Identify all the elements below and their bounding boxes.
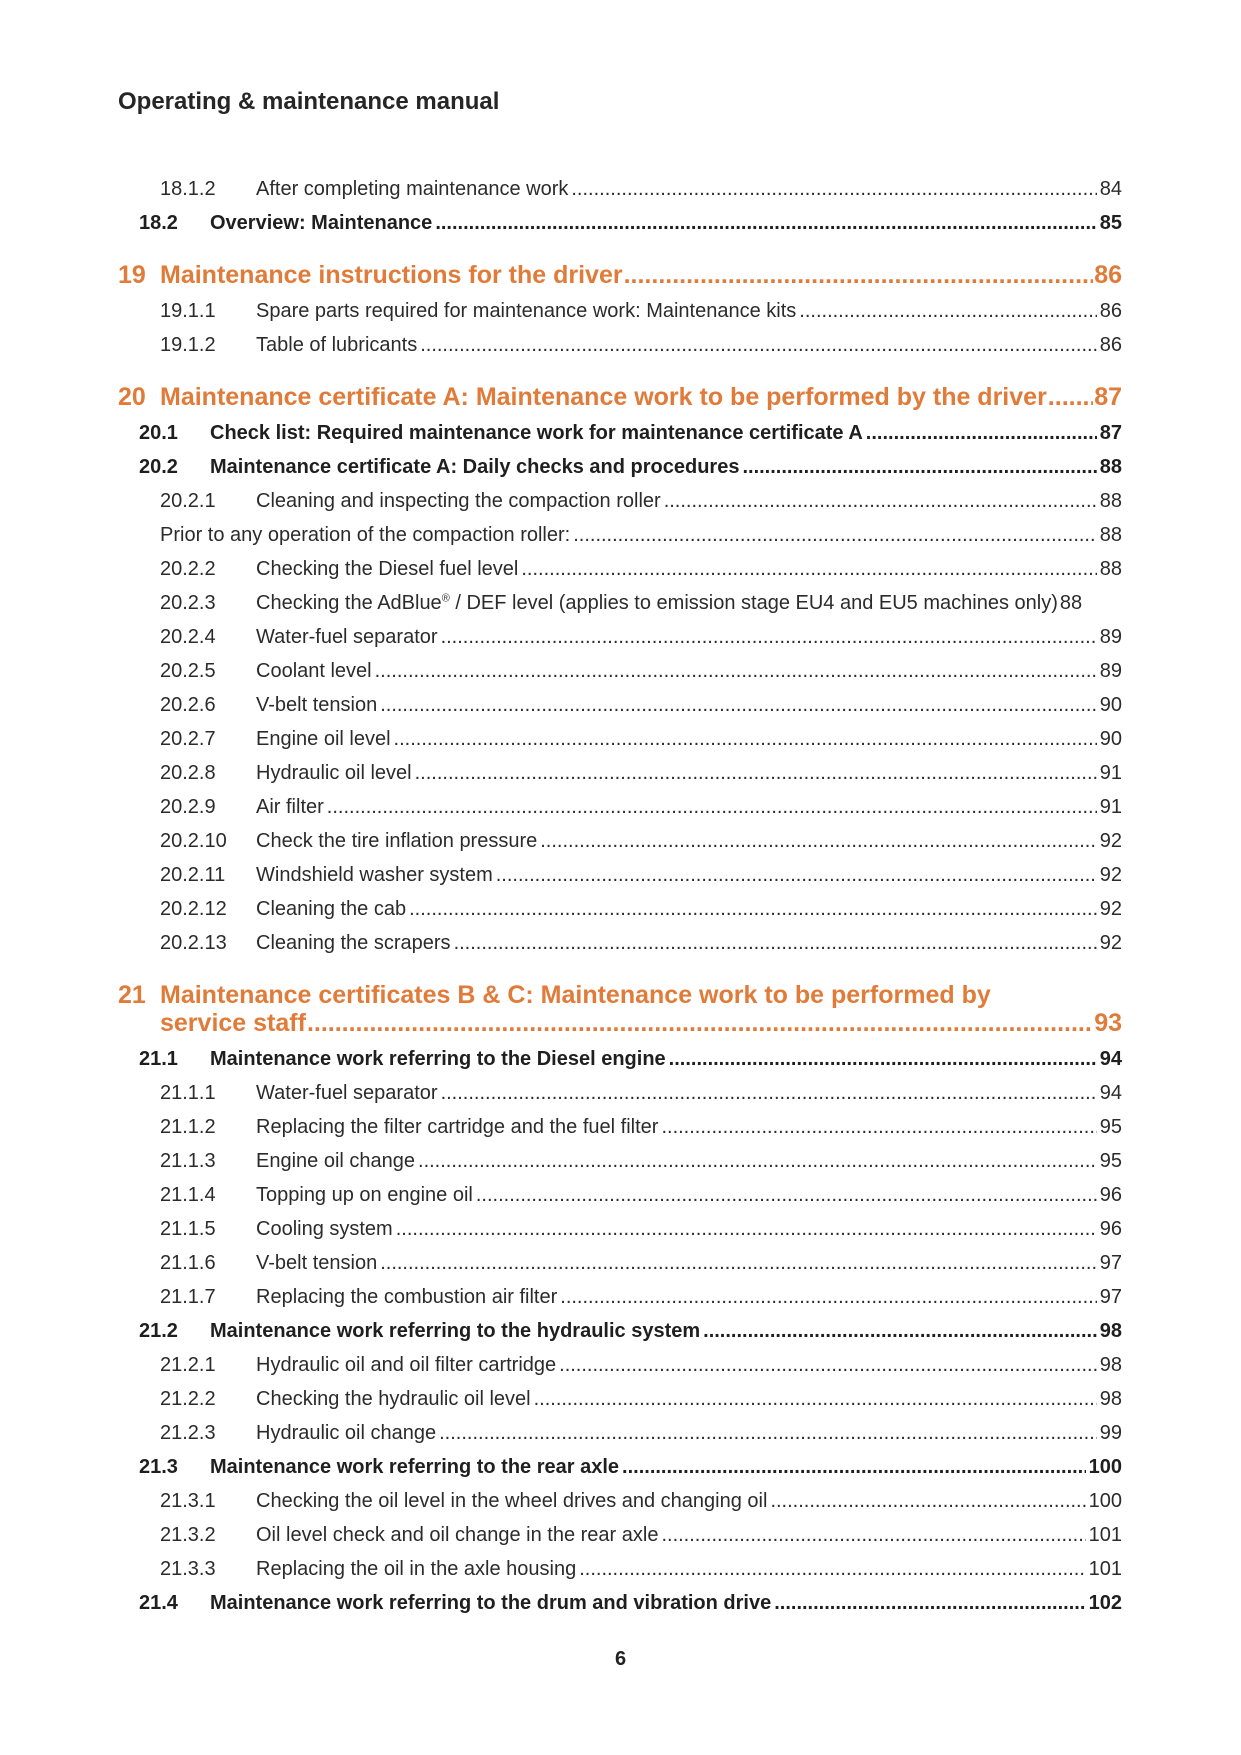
toc-entry-page: 94 — [1099, 1048, 1122, 1070]
toc-entry-page: 88 — [1099, 524, 1122, 546]
toc-entry-page: 88 — [1099, 456, 1122, 478]
toc-leader-dots — [540, 830, 1097, 853]
toc-entry-title: Checking the Diesel fuel level — [256, 558, 519, 580]
toc-chapter-page: 86 — [1094, 261, 1122, 289]
toc-entry-20-2-5[interactable] — [160, 660, 1122, 683]
toc-entry-page: 91 — [1099, 762, 1122, 784]
toc-entry-page: 94 — [1099, 1082, 1122, 1104]
toc-entry-20-2-8[interactable] — [160, 762, 1122, 785]
toc-entry-title: Engine oil change — [256, 1150, 416, 1172]
toc-leader-dots — [441, 1082, 1097, 1105]
toc-entry-number: 20.2.1 — [160, 490, 216, 512]
toc-entry-number: 20.1 — [139, 422, 178, 444]
toc-entry-page: 95 — [1099, 1116, 1122, 1138]
toc-entry-21-1-5[interactable] — [160, 1218, 1122, 1241]
toc-entry-20-2[interactable] — [139, 456, 1122, 479]
toc-leader-dots — [742, 456, 1096, 479]
toc-leader-dots — [703, 1320, 1097, 1343]
toc-entry-number: 20.2.12 — [160, 898, 227, 920]
toc-entry-21-3-1[interactable] — [160, 1490, 1122, 1513]
toc-entry-number: 20.2.3 — [160, 592, 216, 614]
toc-entry-21-1-3[interactable] — [160, 1150, 1122, 1173]
toc-leader-dots — [573, 524, 1097, 547]
toc-entry-20-2-2[interactable] — [160, 558, 1122, 581]
toc-chapter-number: 19 — [118, 261, 146, 289]
toc-entry-number: 20.2.5 — [160, 660, 216, 682]
toc-leader-dots — [770, 1490, 1085, 1513]
toc-entry-title: Windshield washer system — [256, 864, 493, 886]
toc-leader-dots — [435, 212, 1096, 235]
toc-entry-page: 89 — [1099, 660, 1122, 682]
toc-entry-number: 21.1.6 — [160, 1252, 216, 1274]
toc-chapter-20[interactable] — [118, 383, 1122, 412]
toc-leader-dots — [307, 1009, 1093, 1038]
toc-entry-page: 100 — [1088, 1490, 1122, 1512]
toc-entry-number: 20.2.4 — [160, 626, 216, 648]
toc-entry-number: 21.1 — [139, 1048, 178, 1070]
toc-leader-dots — [380, 1252, 1097, 1275]
toc-entry-page: 100 — [1088, 1456, 1122, 1478]
toc-leader-dots — [669, 1048, 1097, 1071]
toc-entry-title: Maintenance work referring to the hydraulic system — [210, 1320, 701, 1342]
toc-leader-dots — [418, 1150, 1097, 1173]
toc-leader-dots — [559, 1354, 1097, 1377]
toc-entry-21-1-7[interactable] — [160, 1286, 1122, 1309]
toc-entry-title: Cleaning and inspecting the compaction roller — [256, 490, 661, 512]
toc-entry-title: Topping up on engine oil — [256, 1184, 473, 1206]
toc-entry-18-1-2[interactable] — [160, 178, 1122, 201]
toc-entry-page: 85 — [1099, 212, 1122, 234]
toc-entry-page: 88 — [1059, 592, 1083, 614]
toc-entry-20-2-7[interactable] — [160, 728, 1122, 751]
toc-chapter-title-continued: service staff — [160, 1009, 306, 1037]
toc-leader-dots — [774, 1592, 1085, 1615]
toc-leader-dots — [866, 422, 1097, 445]
page-header: Operating & maintenance manual — [118, 88, 500, 115]
toc-leader-dots — [409, 898, 1097, 921]
toc-entry-21-3[interactable] — [139, 1456, 1122, 1479]
toc-entry-21-1-1[interactable] — [160, 1082, 1122, 1105]
toc-entry-number: 18.1.2 — [160, 178, 216, 200]
toc-entry-title: Engine oil level — [256, 728, 391, 750]
toc-entry-number: 20.2.7 — [160, 728, 216, 750]
toc-entry-20-2-11[interactable] — [160, 864, 1122, 887]
toc-leader-dots — [476, 1184, 1097, 1207]
toc-leader-dots — [380, 694, 1097, 717]
toc-entry-title: Check the tire inflation pressure — [256, 830, 538, 852]
toc-leader-dots — [454, 932, 1097, 955]
toc-entry-title: Air filter — [256, 796, 324, 818]
toc-entry-number: 19.1.1 — [160, 300, 216, 322]
toc-leader-dots — [394, 728, 1097, 751]
toc-leader-dots — [661, 1116, 1096, 1139]
toc-entry-page: 86 — [1099, 300, 1122, 322]
toc-entry-page: 97 — [1099, 1252, 1122, 1274]
toc-entry-title: Coolant level — [256, 660, 372, 682]
toc-entry-21-2-3[interactable] — [160, 1422, 1122, 1445]
toc-leader-dots — [571, 178, 1096, 201]
toc-entry-title: Checking the hydraulic oil level — [256, 1388, 531, 1410]
toc-entry-18-2[interactable] — [139, 212, 1122, 235]
toc-leader-dots — [396, 1218, 1097, 1241]
toc-leader-dots — [661, 1524, 1085, 1547]
toc-entry-title: Checking the oil level in the wheel drives and changing oil — [256, 1490, 768, 1512]
toc-entry-page: 99 — [1099, 1422, 1122, 1444]
toc-entry-21-3-2[interactable] — [160, 1524, 1122, 1547]
toc-leader-dots — [439, 1422, 1097, 1445]
toc-entry-page: 96 — [1099, 1218, 1122, 1240]
toc-entry-number: 20.2.8 — [160, 762, 216, 784]
toc-entry-21-2[interactable] — [139, 1320, 1122, 1343]
toc-entry-title — [256, 592, 1058, 615]
toc-entry-title: Maintenance work referring to the Diesel engine — [210, 1048, 666, 1070]
toc-entry-21-1[interactable] — [139, 1048, 1122, 1071]
toc-leader-dots — [560, 1286, 1096, 1309]
toc-entry-page: 90 — [1099, 728, 1122, 750]
toc-entry-page: 88 — [1099, 558, 1122, 580]
toc-entry-title: V-belt tension — [256, 1252, 378, 1274]
toc-entry-page: 102 — [1088, 1592, 1122, 1614]
toc-entry-number: 21.1.1 — [160, 1082, 216, 1104]
toc-entry-19-1-1[interactable] — [160, 300, 1122, 323]
toc-chapter-number: 21 — [118, 981, 146, 1009]
page-number: 6 — [614, 1648, 627, 1670]
toc-entry-page: 98 — [1099, 1354, 1122, 1376]
toc-entry-20-2-9[interactable] — [160, 796, 1122, 819]
toc-leader-dots — [1048, 383, 1093, 412]
toc-entry-page: 88 — [1099, 490, 1122, 512]
toc-leader-dots — [624, 261, 1094, 290]
toc-entry-page: 98 — [1099, 1388, 1122, 1410]
toc-entry-title: Cleaning the scrapers — [256, 932, 451, 954]
toc-entry-number: 21.3.3 — [160, 1558, 216, 1580]
toc-leader-dots — [420, 334, 1097, 357]
toc-chapter-title: Maintenance certificates B & C: Maintenance work to be performed by — [160, 981, 991, 1009]
toc-entry-prior-to-operation[interactable] — [160, 524, 1122, 547]
toc-entry-title: Cleaning the cab — [256, 898, 407, 920]
toc-entry-number: 20.2.6 — [160, 694, 216, 716]
toc-entry-20-2-10[interactable] — [160, 830, 1122, 853]
toc-entry-21-4[interactable] — [139, 1592, 1122, 1615]
registered-mark: ® — [441, 592, 450, 605]
toc-entry-number: 21.2.1 — [160, 1354, 216, 1376]
toc-entry-21-1-2[interactable] — [160, 1116, 1122, 1139]
toc-entry-20-2-4[interactable] — [160, 626, 1122, 649]
toc-entry-number: 21.1.7 — [160, 1286, 216, 1308]
toc-entry-number: 20.2 — [139, 456, 178, 478]
toc-entry-page: 98 — [1099, 1320, 1122, 1342]
toc-entry-page: 101 — [1088, 1524, 1122, 1546]
toc-entry-20-2-13[interactable] — [160, 932, 1122, 955]
toc-entry-title: Replacing the oil in the axle housing — [256, 1558, 577, 1580]
toc-entry-page: 84 — [1099, 178, 1122, 200]
toc-entry-title: Maintenance work referring to the drum and vibration drive — [210, 1592, 772, 1614]
toc-entry-title: Prior to any operation of the compaction roller: — [160, 524, 571, 546]
toc-entry-number: 20.2.11 — [160, 864, 226, 886]
toc-entry-number: 21.1.5 — [160, 1218, 216, 1240]
toc-leader-dots — [534, 1388, 1097, 1411]
toc-leader-dots — [415, 762, 1097, 785]
toc-entry-page: 96 — [1099, 1184, 1122, 1206]
toc-entry-title: Cooling system — [256, 1218, 393, 1240]
toc-entry-number: 21.2 — [139, 1320, 178, 1342]
toc-entry-number: 21.1.3 — [160, 1150, 216, 1172]
toc-leader-dots — [664, 490, 1097, 513]
toc-entry-title: Hydraulic oil change — [256, 1422, 437, 1444]
toc-entry-page: 97 — [1099, 1286, 1122, 1308]
toc-entry-title: Spare parts required for maintenance work: Maintenance kits — [256, 300, 797, 322]
toc-entry-20-1[interactable] — [139, 422, 1122, 445]
toc-entry-title: V-belt tension — [256, 694, 378, 716]
toc-entry-page: 89 — [1099, 626, 1122, 648]
toc-entry-number: 21.3.1 — [160, 1490, 216, 1512]
toc-chapter-21-line-2[interactable] — [160, 1009, 1122, 1038]
toc-entry-page: 91 — [1099, 796, 1122, 818]
toc-title-part: / DEF level (applies to emission stage EU4 and EU5 machines only) — [449, 592, 1058, 614]
toc-entry-number: 20.2.9 — [160, 796, 216, 818]
toc-entry-number: 21.1.4 — [160, 1184, 216, 1206]
toc-entry-title: Replacing the combustion air filter — [256, 1286, 558, 1308]
toc-chapter-number: 20 — [118, 383, 146, 411]
toc-entry-title: Overview: Maintenance — [210, 212, 433, 234]
toc-entry-number: 21.3.2 — [160, 1524, 216, 1546]
toc-leader-dots — [579, 1558, 1085, 1581]
toc-entry-number: 21.2.3 — [160, 1422, 216, 1444]
toc-entry-21-2-2[interactable] — [160, 1388, 1122, 1411]
toc-entry-page: 86 — [1099, 334, 1122, 356]
toc-chapter-19[interactable] — [118, 261, 1122, 290]
toc-entry-21-3-3[interactable] — [160, 1558, 1122, 1581]
toc-entry-21-1-6[interactable] — [160, 1252, 1122, 1275]
toc-chapter-page: 87 — [1094, 383, 1122, 411]
toc-entry-number: 21.2.2 — [160, 1388, 216, 1410]
toc-leader-dots — [441, 626, 1097, 649]
toc-entry-title: Water-fuel separator — [256, 626, 438, 648]
toc-entry-number: 21.4 — [139, 1592, 178, 1614]
toc-entry-19-1-2[interactable] — [160, 334, 1122, 357]
toc-entry-page: 92 — [1099, 830, 1122, 852]
toc-chapter-title: Maintenance instructions for the driver — [160, 261, 623, 289]
toc-entry-page: 90 — [1099, 694, 1122, 716]
toc-entry-20-2-3[interactable] — [160, 592, 1122, 615]
toc-entry-title: Maintenance certificate A: Daily checks and procedures — [210, 456, 740, 478]
toc-entry-title: Check list: Required maintenance work for maintenance certificate A — [210, 422, 863, 444]
toc-entry-title: Hydraulic oil level — [256, 762, 412, 784]
toc-entry-page: 92 — [1099, 864, 1122, 886]
toc-leader-dots — [622, 1456, 1086, 1479]
toc-chapter-page: 93 — [1094, 1009, 1122, 1037]
toc-entry-number: 21.1.2 — [160, 1116, 216, 1138]
toc-entry-title: Replacing the filter cartridge and the fuel filter — [256, 1116, 659, 1138]
toc-entry-title: Table of lubricants — [256, 334, 418, 356]
toc-entry-page: 95 — [1099, 1150, 1122, 1172]
toc-entry-20-2-1[interactable] — [160, 490, 1122, 513]
toc-entry-20-2-12[interactable] — [160, 898, 1122, 921]
toc-entry-page: 92 — [1099, 932, 1122, 954]
toc-leader-dots — [799, 300, 1096, 323]
toc-entry-title: After completing maintenance work — [256, 178, 569, 200]
toc-chapter-21-line-1[interactable] — [118, 981, 991, 1010]
toc-entry-21-2-1[interactable] — [160, 1354, 1122, 1377]
toc-entry-number: 19.1.2 — [160, 334, 216, 356]
toc-title-part: Checking the AdBlue — [256, 592, 442, 614]
toc-leader-dots — [521, 558, 1096, 581]
toc-entry-number: 20.2.2 — [160, 558, 216, 580]
toc-entry-title: Oil level check and oil change in the rear axle — [256, 1524, 659, 1546]
toc-entry-title: Maintenance work referring to the rear axle — [210, 1456, 620, 1478]
toc-entry-page: 92 — [1099, 898, 1122, 920]
toc-chapter-title: Maintenance certificate A: Maintenance work to be performed by the driver — [160, 383, 1047, 411]
toc-entry-number: 20.2.13 — [160, 932, 227, 954]
toc-entry-number: 18.2 — [139, 212, 178, 234]
toc-entry-number: 21.3 — [139, 1456, 178, 1478]
toc-entry-page: 101 — [1088, 1558, 1122, 1580]
toc-entry-20-2-6[interactable] — [160, 694, 1122, 717]
toc-entry-number: 20.2.10 — [160, 830, 227, 852]
toc-entry-title: Hydraulic oil and oil filter cartridge — [256, 1354, 557, 1376]
toc-entry-21-1-4[interactable] — [160, 1184, 1122, 1207]
toc-leader-dots — [327, 796, 1097, 819]
toc-leader-dots — [375, 660, 1097, 683]
toc-leader-dots — [496, 864, 1097, 887]
toc-entry-page: 87 — [1099, 422, 1122, 444]
toc-entry-title: Water-fuel separator — [256, 1082, 438, 1104]
